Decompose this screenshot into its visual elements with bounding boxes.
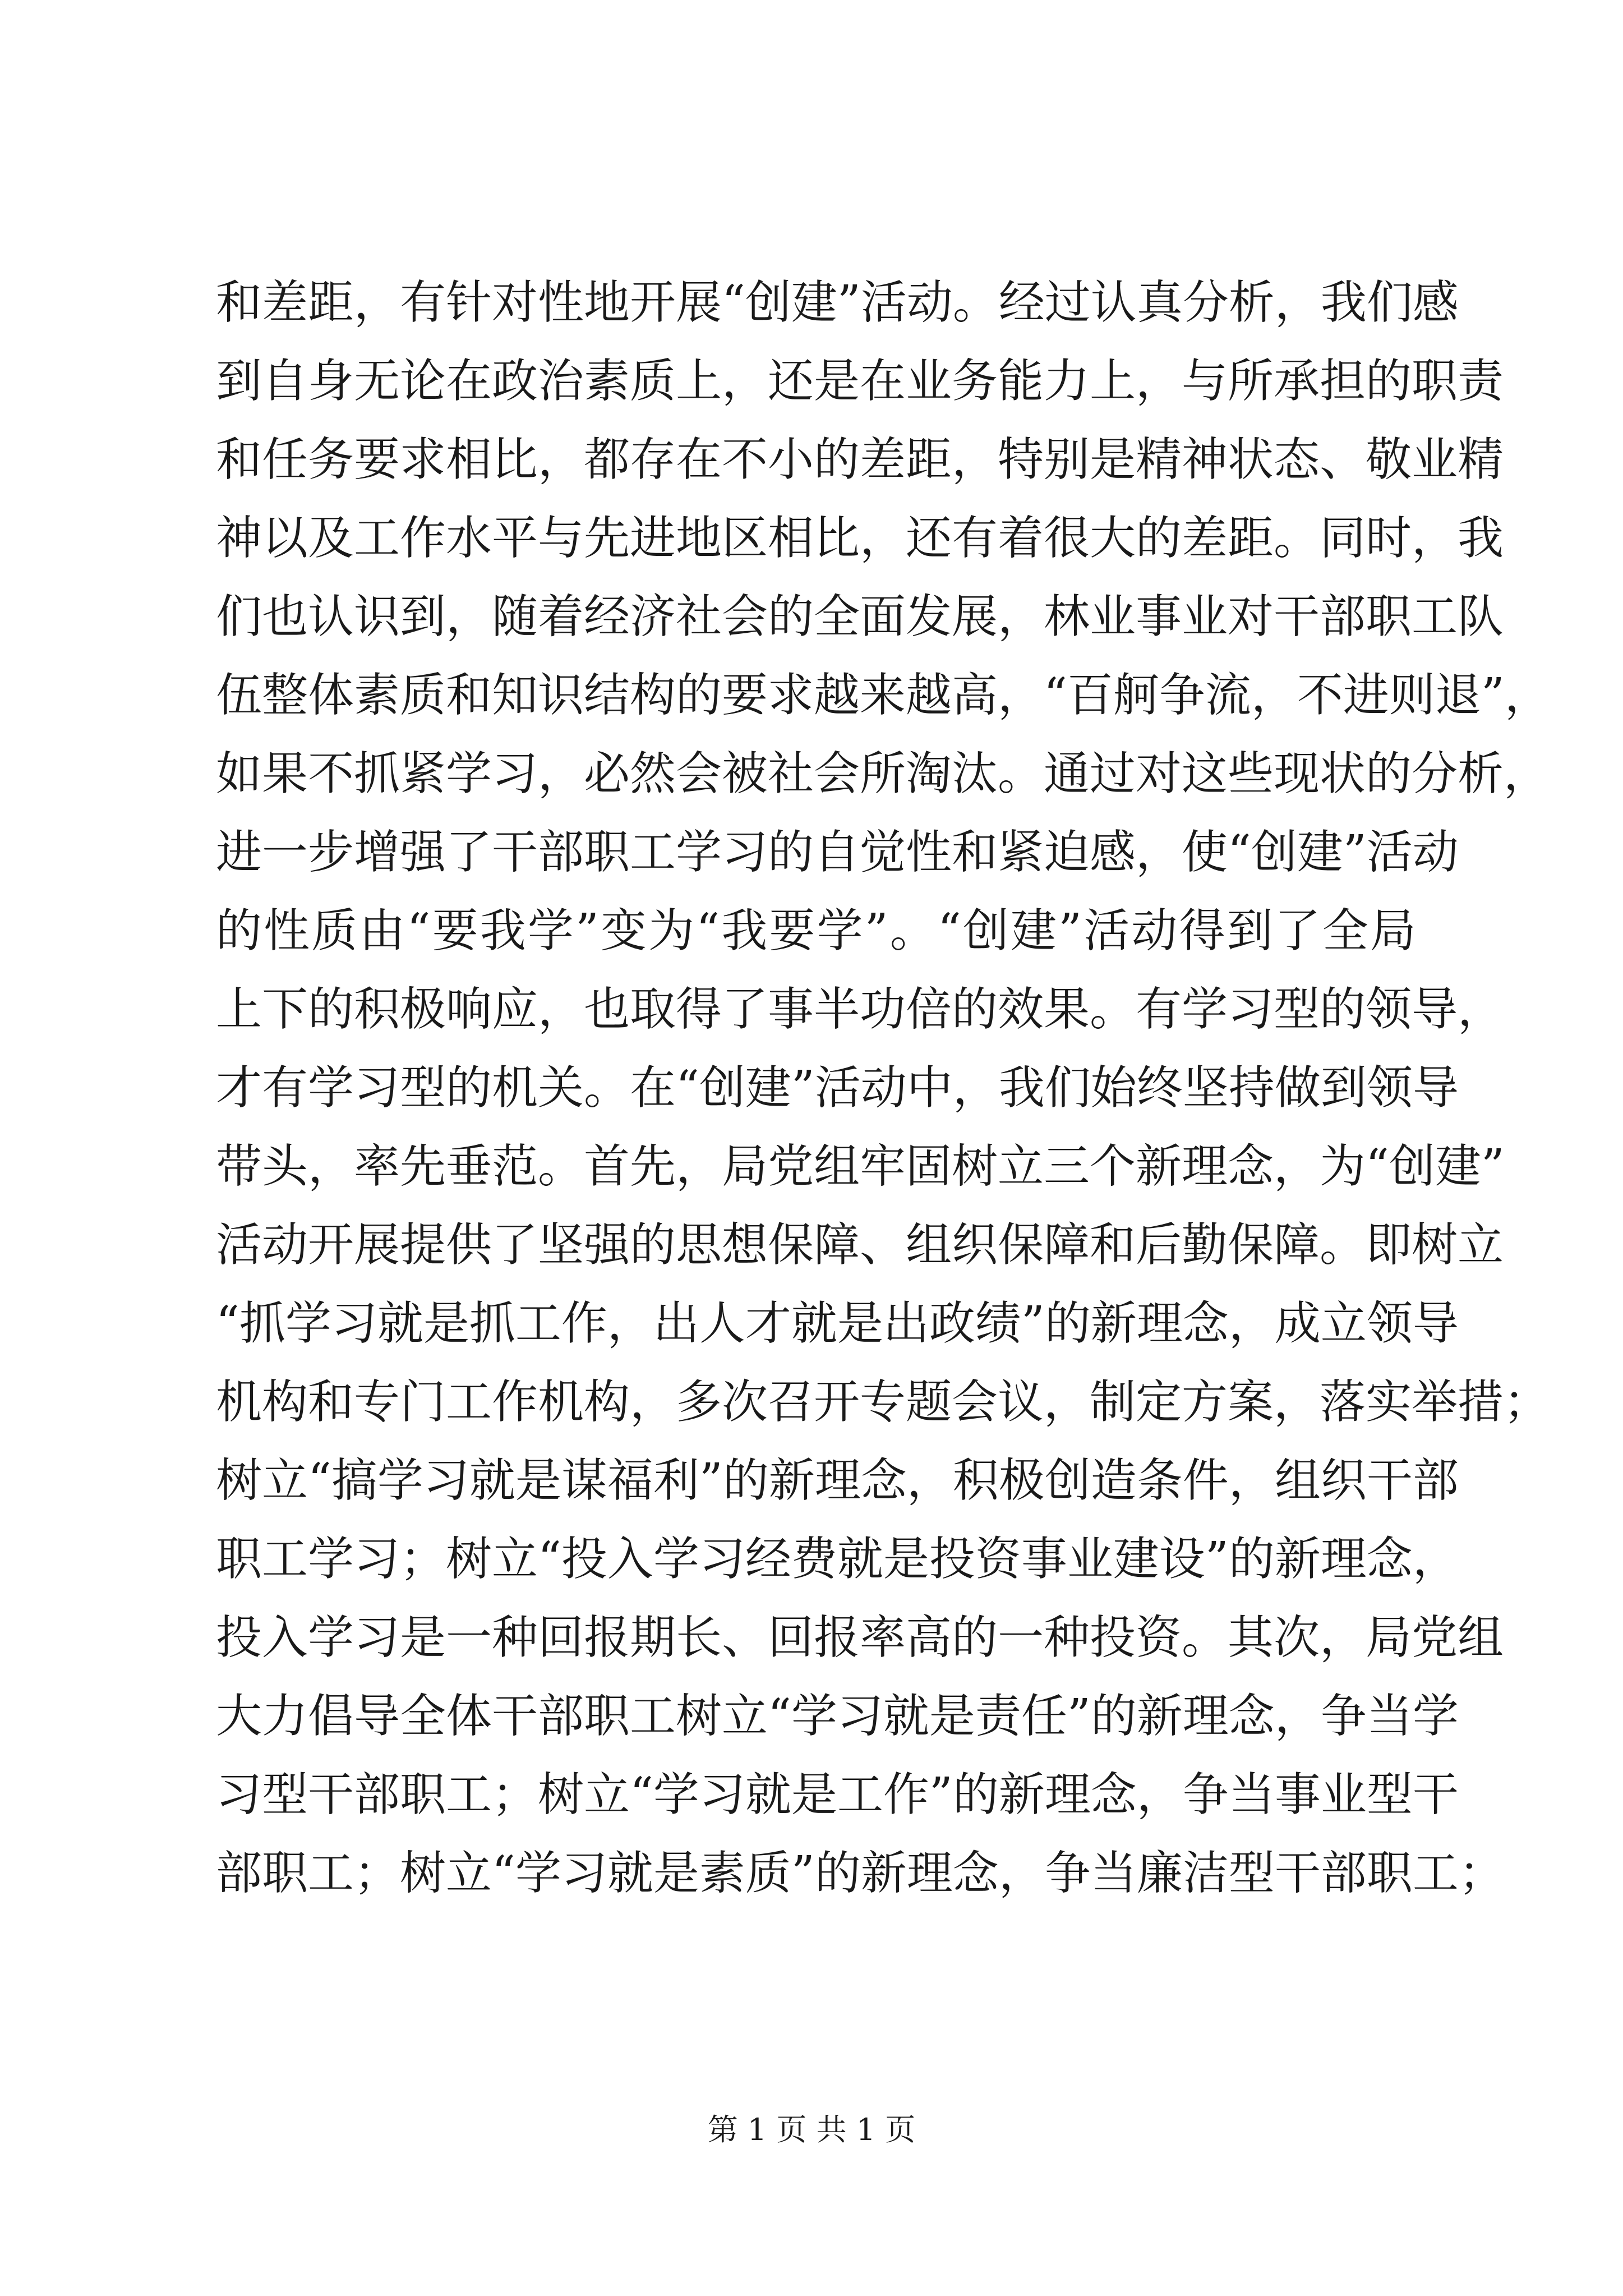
text-line: 树立“搞学习就是谋福利”的新理念，积极创造条件，组织干部 [216,1454,1459,1507]
text-line: “抓学习就是抓工作，出人才就是出政绩”的新理念，成立领导 [216,1297,1459,1350]
text-line: 上下的积极响应，也取得了事半功倍的效果。有学习型的领导， [216,983,1504,1036]
text-line: 到自身无论在政治素质上，还是在业务能力上，与所承担的职责 [216,355,1504,408]
text-line: 的性质由“要我学”变为“我要学”。“创建”活动得到了全局 [216,904,1416,958]
text-line: 如果不抓紧学习，必然会被社会所淘汰。通过对这些现状的分析， [216,747,1550,800]
text-line: 投入学习是一种回报期长、回报率高的一种投资。其次，局党组 [216,1611,1504,1664]
text-line: 神以及工作水平与先进地区相比，还有着很大的差距。同时，我 [216,512,1504,565]
text-line: 职工学习；树立“投入学习经费就是投资事业建设”的新理念， [216,1533,1459,1586]
text-line: 伍整体素质和知识结构的要求越来越高，“百舸争流，不进则退”， [216,669,1551,722]
page-footer: 第 1 页 共 1 页 [707,2112,916,2147]
text-line: 和差距，有针对性地开展“创建”活动。经过认真分析，我们感 [216,276,1459,329]
body-text [216,264,1551,1913]
text-line: 机构和专门工作机构，多次召开专题会议，制定方案，落实举措； [216,1375,1550,1429]
text-line: 带头，率先垂范。首先，局党组牢固树立三个新理念，为“创建” [216,1140,1505,1193]
text-line: 和任务要求相比，都存在不小的差距，特别是精神状态、敬业精 [216,433,1504,486]
text-line: 进一步增强了干部职工学习的自觉性和紧迫感，使“创建”活动 [216,826,1459,879]
text-line: 部职工；树立“学习就是素质”的新理念，争当廉洁型干部职工； [216,1847,1505,1900]
text-line: 习型干部职工；树立“学习就是工作”的新理念，争当事业型干 [216,1768,1459,1821]
text-line: 们也认识到，随着经济社会的全面发展，林业事业对干部职工队 [216,590,1504,643]
text-line: 活动开展提供了坚强的思想保障、组织保障和后勤保障。即树立 [216,1218,1504,1272]
text-line: 才有学习型的机关。在“创建”活动中，我们始终坚持做到领导 [216,1061,1459,1115]
text-line: 大力倡导全体干部职工树立“学习就是责任”的新理念，争当学 [216,1690,1459,1743]
